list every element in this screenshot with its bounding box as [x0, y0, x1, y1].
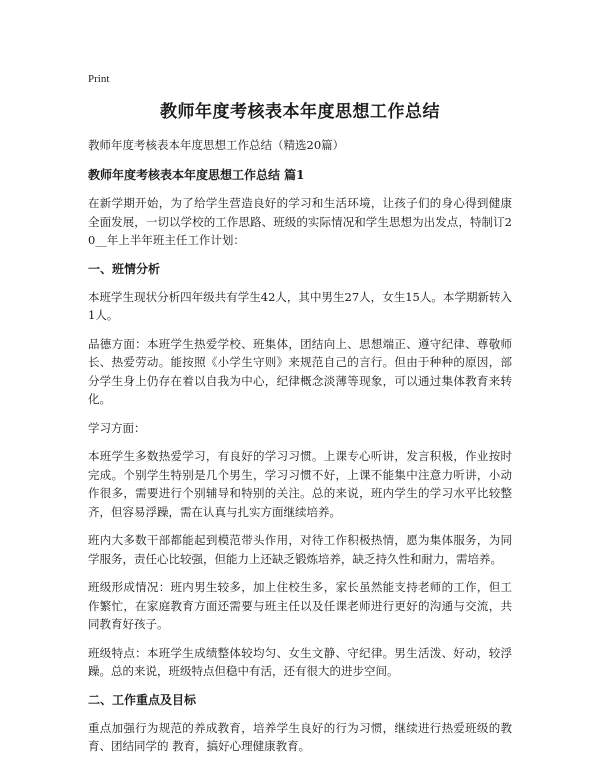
print-link[interactable]: Print	[88, 73, 110, 85]
article-heading: 教师年度考核表本年度思想工作总结 篇1	[88, 168, 305, 182]
section-heading-class-analysis: 一、班情分析	[88, 261, 161, 276]
document-subtitle: 教师年度考核表本年度思想工作总结（精选20篇）	[88, 138, 345, 152]
paragraph-student-count: 本班学生现状分析四年级共有学生42人，其中男生27人，女生15人。本学期新转入1人。	[88, 289, 512, 322]
paragraph-cadres: 班内大多数干部都能起到模范带头作用，对待工作积极热情，愿为集体服务，为同学服务，责任心比较强，但能力上还缺乏锻炼培养，缺乏持久性和耐力，需培养。	[88, 533, 512, 566]
paragraph-study: 本班学生多数热爱学习，有良好的学习习惯。上课专心听讲，发言积极，作业按时完成。个别学生特别是几个男生，学习习惯不好，上课不能集中注意力听讲，小动作很多，需要进行个别辅导和特别的关注。总的来说，班内学生的学习水平比较整齐，但容易浮躁，需在认真与扎实方面继续培养。	[88, 449, 512, 519]
paragraph-moral: 品德方面：本班学生热爱学校、班集体，团结向上、思想端正、遵守纪律、尊敬师长、热爱劳动。能按照《小学生守则》来规范自己的言行。但由于种种的原因，部分学生身上仍存在着以自我为中心，纪律概念淡薄等现象，可以通过集体教育来转化。	[88, 336, 512, 406]
paragraph-class-features: 班级特点：本班学生成绩整体较均匀、女生文静、守纪律。男生活泼、好动，较浮躁。总的来说，班级特点但稳中有活，还有很大的进步空间。	[88, 645, 512, 678]
intro-paragraph: 在新学期开始，为了给学生营造良好的学习和生活环境，让孩子们的身心得到健康全面发展，一切以学校的工作思路、班级的实际情况和学生思想为出发点，特制订20__年上半年班主任工作计划：	[88, 196, 512, 247]
paragraph-class-formation: 班级形成情况：班内男生较多，加上住校生多，家长虽然能支持老师的工作，但工作繁忙，在家庭教育方面还需要与班主任以及任课老师进行更好的沟通与交流，共同教育好孩子。	[88, 580, 512, 631]
paragraph-study-label: 学习方面：	[88, 420, 146, 435]
page-title: 教师年度考核表本年度思想工作总结	[160, 102, 440, 122]
section-heading-goals: 二、工作重点及目标	[88, 692, 197, 707]
paragraph-goals: 重点加强行为规范的养成教育，培养学生良好的行为习惯，继续进行热爱班级的教育、团结同学的 教育，搞好心理健康教育。	[88, 720, 512, 753]
